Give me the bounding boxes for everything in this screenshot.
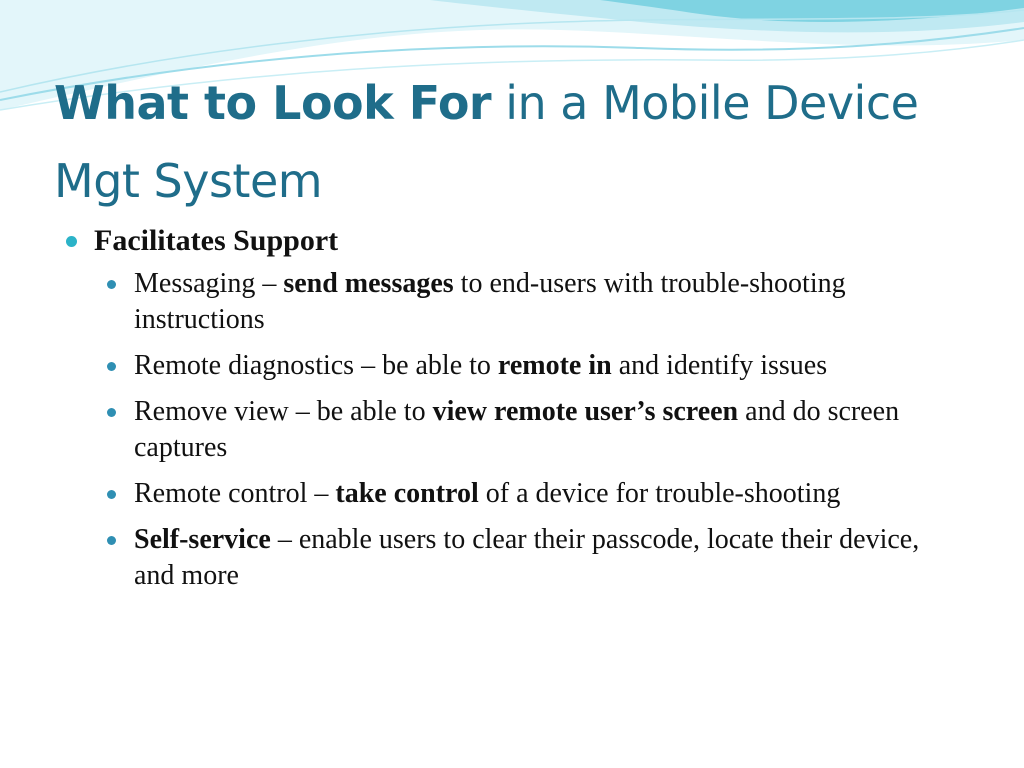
bullet-dot-icon [107,536,116,545]
sub-bullet-bold: take control [335,478,479,509]
sub-bullet-post: of a device for trouble-shooting [478,478,841,509]
slide-title [54,64,994,220]
sub-bullet-remote-diagnostics [62,348,962,384]
main-bullet-text: Facilitates Support [94,224,339,257]
sub-bullet-list [62,266,962,594]
title-bold-part: What to Look For [54,76,492,130]
main-bullet [62,222,962,260]
sub-bullet-pre: Remote control – [134,478,336,509]
bullet-dot-icon [107,280,116,289]
sub-bullet-self-service [62,522,962,594]
sub-bullet-pre: Messaging – [134,268,284,299]
bullet-dot-icon [107,408,116,417]
sub-bullet-pre: Remote diagnostics – be able to [134,350,498,381]
sub-bullet-post: to end-users with trouble-shooting instructions [134,268,846,335]
sub-bullet-remove-view [62,394,962,466]
bullet-content [62,222,962,604]
sub-bullet-bold: send messages [283,268,454,299]
sub-bullet-bold: view remote user’s screen [432,396,739,427]
bullet-dot-icon [66,236,77,247]
sub-bullet-post: and do screen captures [134,396,900,463]
sub-bullet-remote-control [62,476,962,512]
title-rest-part: in a Mobile Device Mgt System [54,76,919,208]
bullet-dot-icon [107,490,116,499]
sub-bullet-pre: Remove view – be able to [134,396,433,427]
sub-bullet-messaging [62,266,962,338]
bullet-dot-icon [107,362,116,371]
sub-bullet-bold: remote in [497,350,612,381]
sub-bullet-bold: Self-service [134,524,271,555]
sub-bullet-post: and identify issues [611,350,828,381]
sub-bullet-post: – enable users to clear their passcode, locate their device, and more [134,524,920,591]
